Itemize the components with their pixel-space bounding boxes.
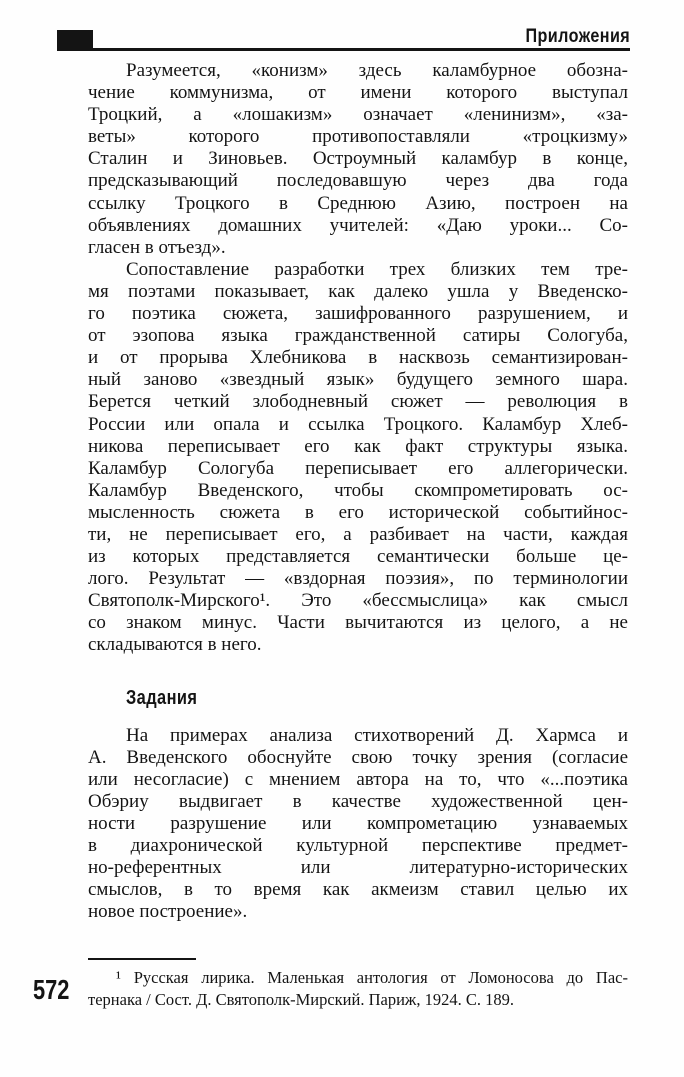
text-line: А. Введенского обоснуйте свою точку зрения (согласие (88, 746, 628, 768)
text-line: Сталин и Зиновьев. Остроумный каламбур в конце, (88, 148, 628, 170)
text-line: ности разрушение или компрометацию узнаваемых (88, 813, 628, 834)
text-line: никова переписывает его как факт структуры языка. (88, 435, 628, 457)
text-line: Троцкий, а «лошакизм» означает «ленинизм», «за- (88, 104, 628, 126)
text-line: Берется четкий злободневный сюжет — революция в (88, 391, 628, 413)
text-line: новое построение». (88, 901, 248, 923)
text-line: и от прорыва Хлебникова в насквозь семантизирован- (88, 347, 628, 369)
text-line: Каламбур Введенского, чтобы скомпрометировать ос- (88, 479, 628, 501)
text-line: лого. Результат — «вздорная поэзия», по терминологии (88, 568, 628, 590)
header-marker-block (57, 30, 93, 49)
body-paragraph (88, 259, 628, 657)
page-number: 572 (33, 974, 70, 1005)
footnote (88, 967, 628, 1010)
footnote-rule (88, 958, 196, 960)
footnote-line: ¹ Русская лирика. Маленькая антология от Ломоносова до Пас- (116, 968, 628, 987)
section-heading-label: Задания (126, 686, 198, 709)
page-footer (0, 958, 684, 1010)
text-line: Обэриу выдвигает в качестве художественной цен- (88, 790, 628, 812)
text-line: складываются в него. (88, 634, 262, 656)
text-line: в диахронической культурной перспективе предмет- (88, 835, 628, 857)
text-line: но-референтных или литературно-исторических (88, 857, 628, 879)
text-line: мя поэтами показывает, как далеко ушла у Введенско- (88, 280, 628, 302)
text-line: мысленность сюжета в его исторической событийнос- (88, 501, 628, 523)
text-line: или несогласие) с мнением автора на то, что «...поэтика (88, 768, 628, 790)
text-line: На примерах анализа стихотворений Д. Хармса и (126, 724, 628, 746)
text-line: Разумеется, «конизм» здесь каламбурное обозна- (126, 60, 628, 81)
text-line: чение коммунизма, от имени которого выступал (88, 82, 628, 104)
text-line: от эзопова языка гражданственной сатиры Сологуба, (88, 325, 628, 347)
text-line: России или опала и ссылка Троцкого. Каламбур Хлеб- (88, 413, 628, 435)
text-line: веты» которого противопоставляли «троцкизму» (88, 126, 628, 148)
text-line: ти, не переписывает его, а разбивает на части, каждая (88, 523, 628, 545)
body-paragraph (88, 60, 628, 259)
text-line: объявлениях домашних учителей: «Даю уроки... Со- (88, 214, 628, 236)
header-rule (57, 48, 630, 51)
running-header-title: Приложения (525, 26, 630, 47)
text-line: Святополк-Мирского¹. Это «бессмыслица» как смысл (88, 590, 628, 612)
text-line: Сопоставление разработки трех близких тем тре- (126, 258, 628, 280)
running-header (57, 28, 630, 54)
body-paragraph (88, 725, 628, 924)
text-line: го поэтика сюжета, зашифрованного разрушением, и (88, 303, 628, 325)
text-line: гласен в отъезд». (88, 236, 226, 258)
footnote-line: тернака / Сост. Д. Святополк-Мирский. Париж, 1924. С. 189. (88, 989, 514, 1009)
text-line: смыслов, в то время как акмеизм ставил целью их (88, 879, 628, 901)
text-line: ссылку Троцкого в Среднюю Азию, построен на (88, 192, 628, 214)
section-heading (126, 687, 628, 709)
page-text-column (88, 60, 628, 923)
text-line: из которых представляется семантически больше це- (88, 546, 628, 568)
text-line: предсказывающий последовавшую через два года (88, 170, 628, 192)
text-line: ный заново «звездный язык» будущего земного шара. (88, 369, 628, 391)
text-line: Каламбур Сологуба переписывает его аллегорически. (88, 457, 628, 479)
text-line: со знаком минус. Части вычитаются из целого, а не (88, 612, 628, 634)
